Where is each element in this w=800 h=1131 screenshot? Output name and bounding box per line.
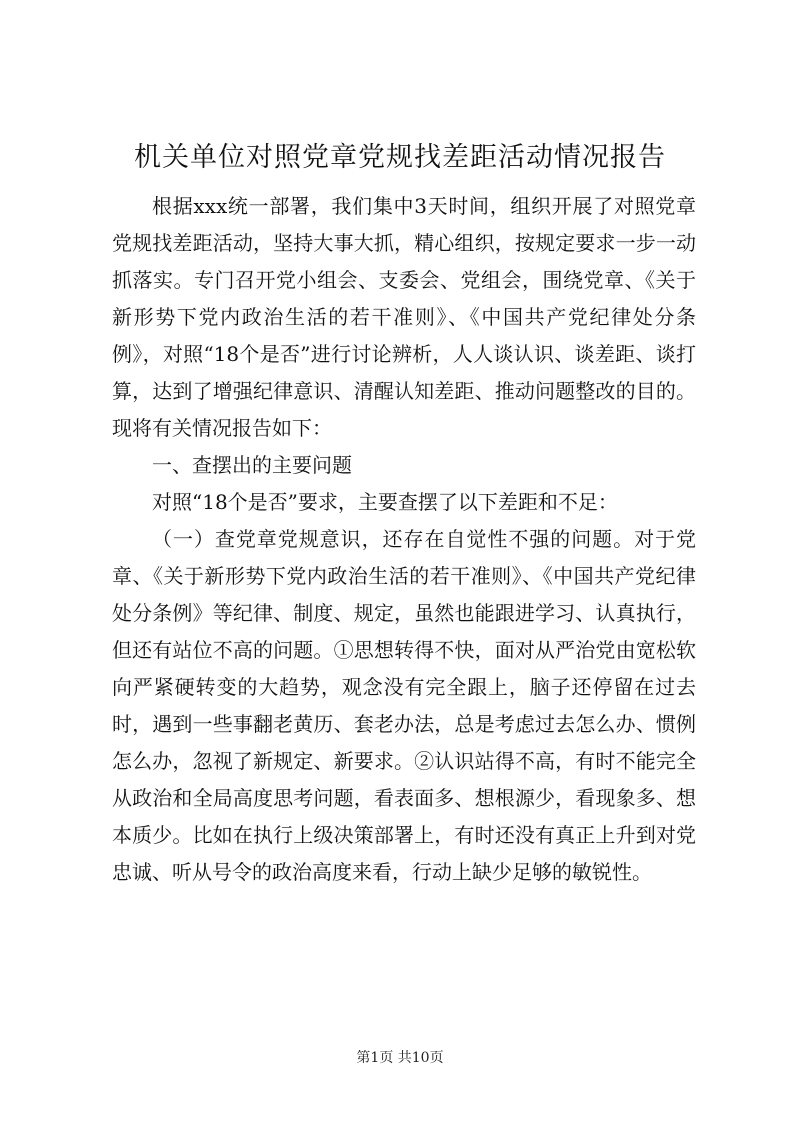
section-heading: 一、查摆出的主要问题 — [152, 453, 352, 477]
page-number: 第1页 共10页 — [356, 1050, 444, 1066]
issue-paragraph-1: （一）查党章党规意识，还存在自觉性不强的问题。对于党章、《关于新形势下党内政治生活的若干准则》、《中国共产党纪律处分条例》等纪律、制度、规定，虽然也能跟进学习、认真执行，但还有站位不高的问题。①思想转得不快，面对从严治党由宽松软向严紧硬转变的大趋势，观念没有完全跟上，脑子还停留在过去时，遇到一些事翻老黄历、套老办法，总是考虑过去怎么办、惯例怎么办，忽视了新规定、新要求。②认识站得不高，有时不能完全从政治和全局高度思考问题，看表面多、想根源少，看现象多、想本质少。比如在执行上级决策部署上，有时还没有真正上升到对党忠诚、听从号令的政治高度来看，行动上缺少足够的敏锐性。 — [112, 527, 696, 884]
document-title: 机关单位对照党章党规找差距活动情况报告 — [134, 142, 666, 173]
section-intro-paragraph: 对照“18个是否”要求，主要查摆了以下差距和不足： — [152, 490, 618, 514]
intro-paragraph: 根据xxx统一部署，我们集中3天时间，组织开展了对照党章党规找差距活动，坚持大事大抓，精心组织，按规定要求一步一动抓落实。专门召开党小组会、支委会、党组会，围绕党章、《关于新形势下党内政治生活的若干准则》、《中国共产党纪律处分条例》，对照“18个是否”进行讨论辨析，人人谈认识、谈差距、谈打算，达到了增强纪律意识、清醒认知差距、推动问题整改的目的。现将有关情况报告如下： — [112, 194, 696, 440]
document-body — [112, 188, 696, 891]
